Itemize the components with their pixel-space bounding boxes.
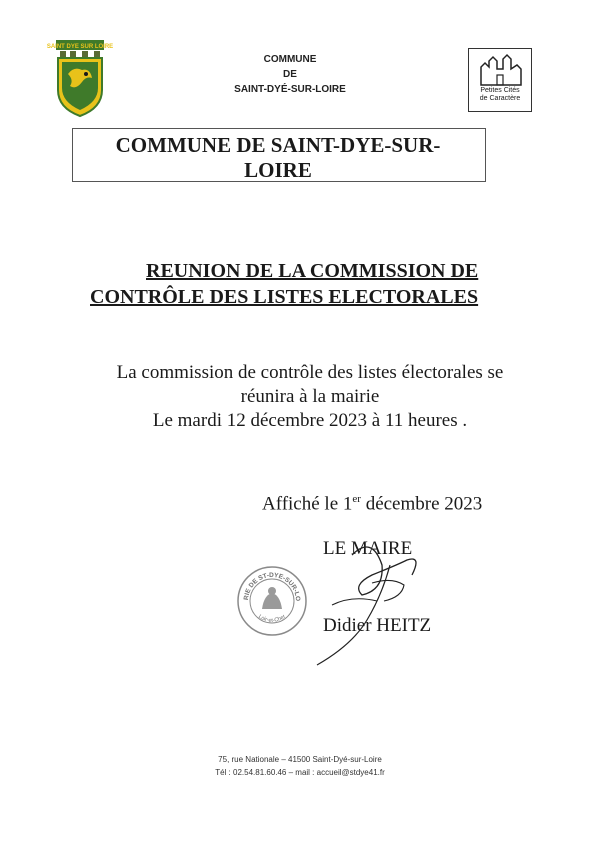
castle-icon <box>469 49 531 89</box>
mayor-name: Didier HEITZ <box>323 615 432 636</box>
header-commune-line1: COMMUNE <box>263 54 317 65</box>
stamp-text-top: RIE DE ST-DYE-SUR-LO <box>242 571 302 602</box>
petites-cites-logo <box>468 48 532 112</box>
posted-date-prefix: Affiché le 1 <box>262 493 353 515</box>
meeting-title-line1: REUNION DE LA COMMISSION DE <box>146 260 479 282</box>
announcement-body <box>40 361 580 433</box>
posted-date <box>262 487 542 516</box>
crest-banner-text: SAINT DYE SUR LOIRE <box>46 44 114 50</box>
page-title-line2: LOIRE <box>244 158 312 182</box>
footer <box>140 753 460 779</box>
page-title-line1: COMMUNE DE SAINT-DYE-SUR- <box>115 133 441 157</box>
posted-date-sup: er <box>352 493 361 505</box>
handwritten-signature <box>312 535 452 670</box>
header-commune-line2: DE <box>283 69 297 80</box>
announcement-line2: réunira à la mairie <box>240 386 380 407</box>
announcement-line1: La commission de contrôle des listes électorales se <box>116 362 504 383</box>
announcement-line3: Le mardi 12 décembre 2023 à 11 heures . <box>152 410 468 431</box>
svg-text:Loir-et-Cher <box>257 614 287 624</box>
petites-cites-line2: de Caractère <box>479 95 521 102</box>
header-commune-line3: SAINT-DYÉ-SUR-LOIRE <box>234 84 346 95</box>
mairie-stamp <box>236 565 308 637</box>
petites-cites-line1: Petites Cités <box>480 87 520 94</box>
commune-crest-logo <box>46 38 114 118</box>
header-commune-text <box>205 52 375 97</box>
mayor-title: LE MAIRE <box>323 538 413 559</box>
footer-contact: Tél : 02.54.81.60.46 – mail : accueil@stdye41.fr <box>215 768 385 777</box>
meeting-title <box>60 258 560 310</box>
stamp-text-bottom: Loir-et-Cher <box>257 613 287 624</box>
footer-address: 75, rue Nationale – 41500 Saint-Dyé-sur-Loire <box>218 755 382 764</box>
meeting-title-line2: CONTRÔLE DES LISTES ELECTORALES <box>90 286 479 308</box>
page-title <box>72 133 484 183</box>
posted-date-suffix: décembre 2023 <box>360 493 483 515</box>
